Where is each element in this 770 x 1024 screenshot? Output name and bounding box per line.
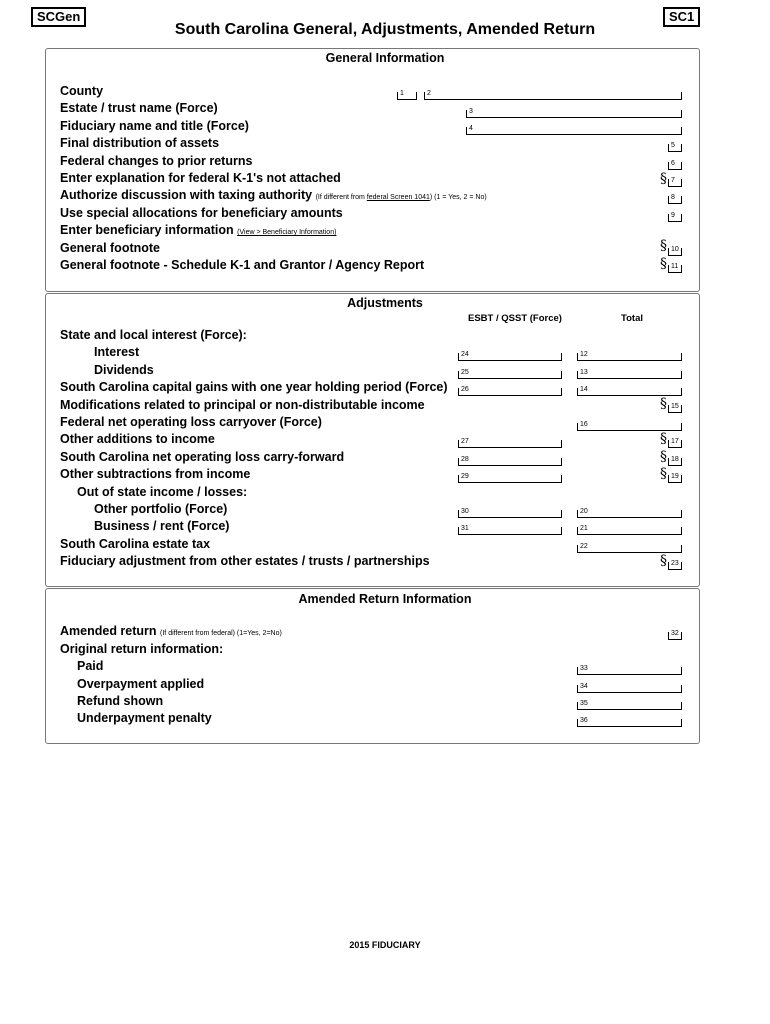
modifications-label: Modifications related to principal or non-distributable income	[60, 398, 425, 412]
other-additions-label: Other additions to income	[60, 432, 215, 446]
federal-changes-field[interactable]: 6	[668, 162, 682, 170]
general-footnote-field[interactable]: 10	[668, 248, 682, 256]
overpayment-field[interactable]: 34	[577, 685, 682, 693]
fiduciary-adjustment-field[interactable]: 23	[668, 562, 682, 570]
footer-text: 2015 FIDUCIARY	[349, 940, 421, 950]
business-rent-esbt-field[interactable]: 31	[458, 527, 562, 535]
page-title: South Carolina General, Adjustments, Amended Return	[174, 21, 596, 38]
general-footnote-label: General footnote	[60, 241, 161, 255]
federal-screen-link[interactable]: federal Screen 1041	[366, 194, 430, 201]
dividends-esbt-field[interactable]: 25	[458, 371, 562, 379]
overpayment-label: Overpayment applied	[77, 677, 205, 691]
total-column-header: Total	[621, 313, 643, 324]
adjustments-title: Adjustments	[347, 296, 423, 310]
paid-label: Paid	[77, 659, 104, 673]
beneficiary-info-label: Enter beneficiary information (View > Beneficiary Information)	[60, 223, 337, 237]
county-code-field[interactable]: 1	[397, 92, 417, 100]
k1-explanation-label: Enter explanation for federal K-1's not attached	[60, 171, 341, 185]
modifications-field[interactable]: 15	[668, 405, 682, 413]
sc-nol-footnote-icon[interactable]: §	[660, 449, 667, 465]
authorize-field[interactable]: 8	[668, 196, 682, 204]
amended-return-title: Amended Return Information	[298, 592, 472, 606]
beneficiary-info-link[interactable]: (View > Beneficiary Information)	[237, 229, 337, 236]
other-portfolio-total-field[interactable]: 20	[577, 510, 682, 518]
modifications-footnote-icon[interactable]: §	[660, 396, 667, 412]
final-distribution-field[interactable]: 5	[668, 144, 682, 152]
special-allocations-label: Use special allocations for beneficiary amounts	[60, 206, 343, 220]
footnote-k1-icon[interactable]: §	[660, 256, 667, 272]
general-footnote-icon[interactable]: §	[660, 238, 667, 254]
dividends-label: Dividends	[94, 363, 154, 377]
authorize-note: (If different from federal Screen 1041) (1 = Yes, 2 = No)	[315, 194, 487, 201]
fiduciary-adjustment-label: Fiduciary adjustment from other estates / trusts / partnerships	[60, 554, 430, 568]
business-rent-total-field[interactable]: 21	[577, 527, 682, 535]
sc-capital-gains-esbt-field[interactable]: 26	[458, 388, 562, 396]
form-id-tag: SCGen	[31, 7, 86, 27]
other-subtractions-total-field[interactable]: 19	[668, 475, 682, 483]
penalty-label: Underpayment penalty	[77, 711, 212, 725]
estate-name-label: Estate / trust name (Force)	[60, 101, 218, 115]
amended-return-note: (If different from federal) (1=Yes, 2=No)	[160, 630, 282, 637]
federal-nol-label: Federal net operating loss carryover (Force)	[60, 415, 322, 429]
general-information-section	[45, 48, 700, 292]
business-rent-label: Business / rent (Force)	[94, 519, 230, 533]
refund-label: Refund shown	[77, 694, 164, 708]
general-information-title: General Information	[325, 51, 445, 65]
other-subtractions-footnote-icon[interactable]: §	[660, 466, 667, 482]
out-of-state-label: Out of state income / losses:	[77, 485, 248, 499]
sc-capital-gains-total-field[interactable]: 14	[577, 388, 682, 396]
other-additions-esbt-field[interactable]: 27	[458, 440, 562, 448]
original-info-label: Original return information:	[60, 642, 224, 656]
federal-changes-label: Federal changes to prior returns	[60, 154, 253, 168]
fiduciary-name-label: Fiduciary name and title (Force)	[60, 119, 249, 133]
amended-return-label: Amended return (If different from federal) (1=Yes, 2=No)	[60, 624, 282, 638]
sc-nol-esbt-field[interactable]: 28	[458, 458, 562, 466]
interest-total-field[interactable]: 12	[577, 353, 682, 361]
amended-return-field[interactable]: 32	[668, 632, 682, 640]
federal-nol-total-field[interactable]: 16	[577, 423, 682, 431]
fiduciary-name-field[interactable]: 4	[466, 127, 682, 135]
other-additions-footnote-icon[interactable]: §	[660, 431, 667, 447]
other-portfolio-esbt-field[interactable]: 30	[458, 510, 562, 518]
county-label: County	[60, 84, 104, 98]
estate-name-field[interactable]: 3	[466, 110, 682, 118]
sc-estate-tax-total-field[interactable]: 22	[577, 545, 682, 553]
k1-explanation-field[interactable]: 7	[668, 179, 682, 187]
other-additions-total-field[interactable]: 17	[668, 440, 682, 448]
k1-explanation-footnote-icon[interactable]: §	[660, 171, 667, 187]
paid-field[interactable]: 33	[577, 667, 682, 675]
sc-estate-tax-label: South Carolina estate tax	[60, 537, 211, 551]
state-local-interest-label: State and local interest (Force):	[60, 328, 247, 342]
refund-field[interactable]: 35	[577, 702, 682, 710]
footnote-k1-label: General footnote - Schedule K-1 and Grantor / Agency Report	[60, 258, 425, 272]
sc-nol-label: South Carolina net operating loss carry-forward	[60, 450, 345, 464]
esbt-column-header: ESBT / QSST (Force)	[468, 313, 562, 324]
final-distribution-label: Final distribution of assets	[60, 136, 220, 150]
special-allocations-field[interactable]: 9	[668, 214, 682, 222]
dividends-total-field[interactable]: 13	[577, 371, 682, 379]
interest-esbt-field[interactable]: 24	[458, 353, 562, 361]
authorize-label: Authorize discussion with taxing authority (If different from federal Screen 1041) (1 = Yes, 2 = No)	[60, 188, 487, 202]
sc-nol-total-field[interactable]: 18	[668, 458, 682, 466]
county-name-field[interactable]: 2	[424, 92, 682, 100]
other-portfolio-label: Other portfolio (Force)	[94, 502, 228, 516]
interest-label: Interest	[94, 345, 140, 359]
footnote-k1-field[interactable]: 11	[668, 265, 682, 273]
sc-capital-gains-label: South Carolina capital gains with one year holding period (Force)	[60, 380, 448, 394]
other-subtractions-label: Other subtractions from income	[60, 467, 251, 481]
other-subtractions-esbt-field[interactable]: 29	[458, 475, 562, 483]
fiduciary-adjustment-footnote-icon[interactable]: §	[660, 553, 667, 569]
form-page-tag: SC1	[663, 7, 700, 27]
penalty-field[interactable]: 36	[577, 719, 682, 727]
